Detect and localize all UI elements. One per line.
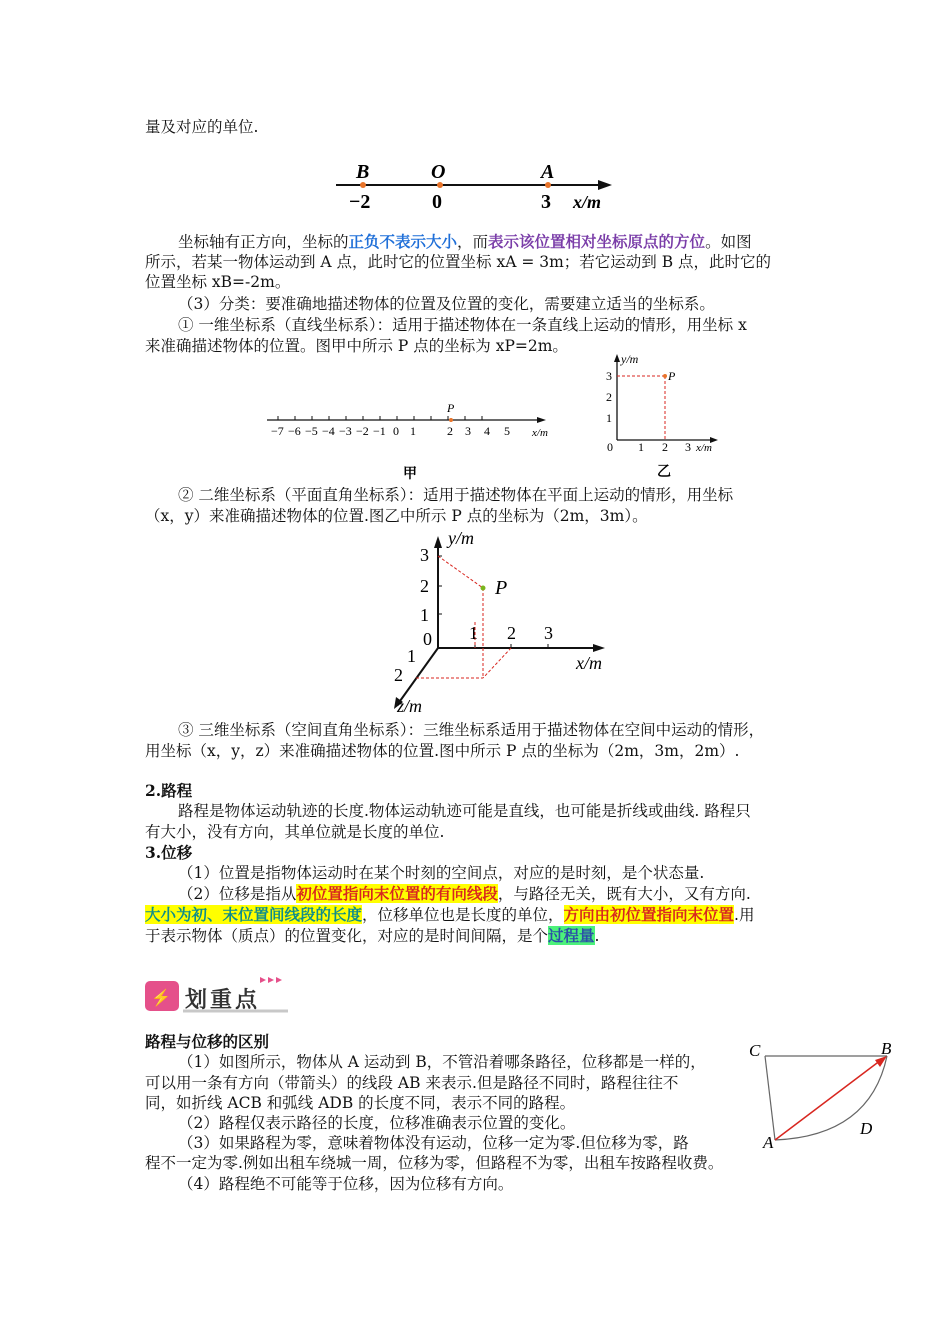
axis-unit: y/m [621,352,639,366]
tick-label: 0 [393,424,399,438]
tick-label: −4 [322,424,335,438]
figure-jia [262,398,562,488]
tick-label: 0 [607,440,613,454]
point-P: P [447,401,455,415]
tick-label: 1 [638,440,644,454]
figure-label: 乙 [657,465,671,480]
text-line: （4）路程绝不可能等于位移，因为位移有方向。 [178,1175,514,1193]
text-line: ② 二维坐标系（平面直角坐标系）：适用于描述物体在平面上运动的情形，用坐标 [178,486,734,504]
tick-label: 0 [423,629,432,649]
tick-label: −6 [288,424,301,438]
text-line: ③ 三维坐标系（空间直角坐标系）：三维坐标系适用于描述物体在空间中运动的情形， [178,721,765,739]
text-line: （3）分类：要准确地描述物体的位置及位置的变化，需要建立适当的坐标系。 [178,295,715,313]
text-line: 用坐标（x，y，z）来准确描述物体的位置.图中所示 P 点的坐标为（2m，3m，2m）. [145,742,740,760]
text-line: （1）如图所示，物体从 A 运动到 B，不管沿着哪条路径，位移都是一样的， [178,1053,706,1071]
text-line: （3）如果路程为零，意味着物体没有运动，位移一定为零.但位移为零，路 [178,1134,689,1152]
text-line: ① 一维坐标系（直线坐标系）：适用于描述物体在一条直线上运动的情形，用坐标 x [178,316,747,334]
tick-label: 1 [420,605,429,625]
text-line: （x，y）来准确描述物体的位置.图乙中所示 P 点的坐标为（2m，3m）。 [145,507,648,525]
tick-3: 3 [541,191,551,213]
tick-label: 1 [410,424,416,438]
number-line-figure [330,158,620,216]
tick-label: 2 [662,440,668,454]
text-line: 坐标轴有正方向，坐标的正负不表示大小，而表示该位置相对坐标原点的方位。如图 [178,232,752,251]
axis-unit: y/m [448,528,474,548]
tick-label: 2 [420,576,429,596]
text-line: 路程是物体运动轨迹的长度.物体运动轨迹可能是直线，也可能是折线或曲线. 路程只 [178,802,751,820]
text-line: 有大小，没有方向，其单位就是长度的单位. [145,823,445,841]
point-P: P [495,577,508,599]
axis-unit: x/m [696,442,712,454]
tick-label: −5 [305,424,318,438]
figure-yi [600,350,730,485]
point-P: P [668,369,676,383]
figure-3d [383,526,623,716]
text-line: 来准确描述物体的位置。图甲中所示 P 点的坐标为 xP=2m。 [145,337,568,355]
label-O: O [431,161,446,183]
tick-label: −2 [356,424,369,438]
section-heading: 2.路程 [145,781,193,800]
label-C: C [749,1041,761,1060]
text-line: 可以用一条有方向（带箭头）的线段 AB 来表示.但是路径不同时，路程往往不 [145,1074,679,1092]
tick-label: 1 [606,411,612,425]
tick-label: −1 [373,424,386,438]
tick-label: 3 [685,440,691,454]
tick-label: 3 [465,424,471,438]
label-A: A [541,161,555,183]
text-line: 同，如折线 ACB 和弧线 ADB 的长度不同，表示不同的路程。 [145,1094,576,1112]
tick-label: 1 [407,646,416,666]
label-D: D [860,1119,873,1138]
text-line: 程不一定为零.例如出租车绕城一周，位移为零，但路程不为零，出租车按路程收费。 [145,1154,724,1172]
axis-unit: x/m [576,653,602,673]
text-line: 所示，若某一物体运动到 A 点，此时它的位置坐标 xA = 3m；若它运动到 B 点，此时它的 [145,253,772,271]
tick-label: 3 [420,545,429,565]
tick-label: −3 [339,424,352,438]
badge-text: 划重点 [185,988,261,1013]
axis-unit: x/m [573,192,602,212]
text-line: 于表示物体（质点）的位置变化，对应的是时间间隔，是个过程量. [145,926,600,945]
tick-label: 5 [504,424,510,438]
text-line: 大小为初、末位置间线段的长度，位移单位也是长度的单位，方向由初位置指向末位置.用 [145,905,755,924]
axis-unit: z/m [397,696,423,716]
text-line: 位置坐标 xB=-2m。 [145,273,291,291]
label-B: B [356,161,370,183]
label-A: A [763,1133,774,1152]
text-line: （1）位置是指物体运动时在某个时刻的空间点，对应的是时刻，是个状态量. [178,864,705,882]
section-heading: 3.位移 [145,843,193,862]
axis-unit: x/m [532,427,548,439]
text-line: （2）位移是指从初位置指向末位置的有向线段，与路径无关，既有大小，又有方向. [178,884,751,903]
text-line: （2）路程仅表示路径的长度，位移准确表示位置的变化。 [178,1114,576,1132]
tick-label: 3 [606,369,612,383]
tick-label: 2 [447,424,453,438]
section-heading: 路程与位移的区别 [145,1032,270,1051]
key-points-badge [145,975,295,1015]
tick-label: 2 [606,390,612,404]
text-line: 量及对应的单位. [145,118,259,136]
tick-0: 0 [432,191,442,213]
tick-label: 2 [394,665,403,685]
tick-label: 3 [544,623,553,643]
tick-label: 2 [507,623,516,643]
path-displacement-figure [745,1036,895,1156]
svg-text:⚡: ⚡ [151,990,171,1007]
figure-label: 甲 [403,467,417,482]
tick-neg2: −2 [349,191,371,213]
tick-label: 4 [484,424,490,438]
tick-label: −7 [271,424,284,438]
label-B: B [881,1039,892,1058]
tick-label: 1 [469,623,478,643]
